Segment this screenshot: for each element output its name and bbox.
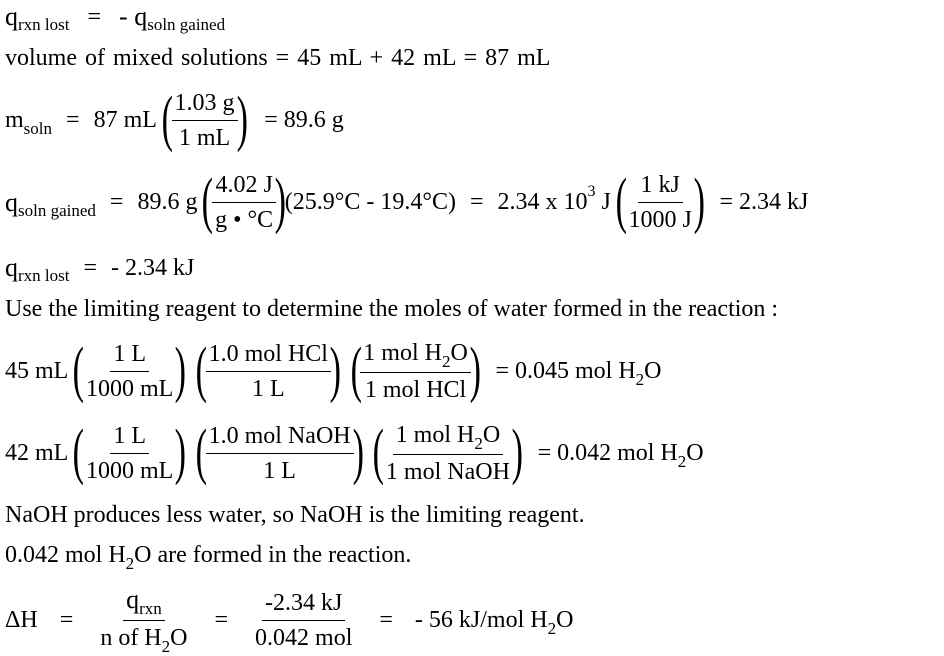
denominator-text-o: O — [170, 625, 188, 651]
left-paren: ( — [72, 417, 85, 486]
right-paren: ) — [352, 417, 364, 486]
numerator-text: 1 mol H — [363, 340, 442, 366]
heat-result: = 2.34 kJ — [719, 189, 809, 215]
subscript-rxn: rxn — [139, 599, 162, 618]
kj-conversion-fraction — [626, 170, 695, 235]
left-paren: ( — [195, 417, 207, 486]
denominator: 1 mol NaOH — [385, 459, 510, 485]
result-text-o: O — [686, 440, 704, 466]
numerator: 1 L — [110, 421, 149, 454]
result-text: = 0.042 mol H — [537, 440, 678, 466]
result-text-o: O — [644, 358, 662, 384]
subscript-soln-gained: soln gained — [147, 15, 226, 34]
temperature-change: (25.9°C - 19.4°C) — [284, 189, 456, 215]
subscript-2: 2 — [125, 554, 135, 573]
right-paren: ) — [236, 84, 248, 153]
denominator: 1 L — [263, 458, 296, 484]
moles-hcl-result — [495, 358, 662, 389]
equals-sign: = — [214, 606, 229, 633]
numerator-text-o: O — [450, 340, 468, 366]
eq-heat-balance — [5, 2, 225, 32]
subscript-2: 2 — [474, 434, 483, 453]
heat-lost-value: - 2.34 kJ — [111, 254, 195, 281]
conclusion-text: NaOH produces less water, so NaOH is the limiting reagent. — [5, 502, 585, 528]
denominator: 1 L — [251, 376, 285, 402]
numerator — [360, 338, 471, 373]
left-paren: ( — [72, 335, 85, 404]
result-text: - 56 kJ/mol H — [414, 606, 548, 633]
equals-sign: = — [109, 189, 124, 215]
denominator: 1000 mL — [85, 458, 174, 484]
mass-value: 89.6 g — [137, 189, 198, 215]
unit-joule: J — [601, 189, 611, 215]
numerator: 1.03 g — [172, 88, 238, 121]
denominator — [97, 621, 190, 655]
q-symbol: q — [5, 187, 18, 217]
right-paren: ) — [469, 335, 481, 404]
subscript-rxn-lost: rxn lost — [18, 266, 70, 285]
liter-conversion-fraction — [83, 339, 176, 404]
eq-mass-solution — [5, 84, 344, 153]
denominator: 1000 J — [628, 207, 692, 233]
subscript-rxn-lost: rxn lost — [18, 15, 70, 34]
denominator: 1 mol HCl — [364, 377, 467, 403]
equals-sign: = — [83, 254, 98, 281]
numerator: 1.0 mol HCl — [206, 339, 331, 372]
equals-sign: = — [66, 107, 80, 133]
equals-sign: = — [379, 606, 393, 633]
right-paren: ) — [274, 166, 287, 235]
mass-result: = 89.6 g — [264, 107, 344, 133]
right-paren: ) — [174, 417, 187, 486]
enthalpy-value-fraction — [252, 588, 355, 653]
numerator: -2.34 kJ — [262, 588, 345, 621]
left-paren: ( — [372, 417, 385, 486]
denominator: g • °C — [215, 207, 274, 233]
moles-water-statement — [5, 542, 412, 573]
left-paren: ( — [161, 84, 173, 153]
eq-moles-hcl — [5, 335, 662, 405]
result-text-o: O — [556, 606, 574, 633]
volume-hcl: 45 mL — [5, 358, 69, 384]
result-text: = 0.045 mol H — [495, 358, 636, 384]
numerator: 1.0 mol NaOH — [206, 421, 354, 454]
heat-value: 2.34 x 10 — [497, 189, 588, 215]
delta-h-symbol: ΔH — [5, 606, 38, 633]
right-paren: ) — [329, 335, 341, 404]
right-paren: ) — [174, 335, 187, 404]
numerator-text: 1 mol H — [395, 422, 475, 448]
density-fraction — [172, 88, 238, 153]
eq-moles-naoh — [5, 417, 704, 487]
q-over-n-fraction — [97, 585, 190, 655]
mole-ratio-fraction — [360, 338, 471, 405]
liter-conversion-fraction — [83, 421, 176, 486]
specific-heat-fraction — [212, 170, 276, 235]
eq-enthalpy — [5, 585, 573, 655]
moles-naoh-result — [537, 440, 704, 471]
denominator: 0.042 mol — [255, 624, 353, 651]
subscript-2: 2 — [635, 370, 645, 389]
subscript-soln-gained: soln gained — [18, 200, 96, 220]
denominator: 1000 mL — [85, 376, 174, 402]
subscript-2: 2 — [677, 452, 687, 471]
left-paren: ( — [615, 166, 627, 235]
q-symbol: q — [126, 585, 140, 614]
denominator: 1 mL — [178, 125, 231, 151]
m-symbol: m — [5, 107, 24, 133]
numerator: 1 kJ — [638, 170, 683, 203]
instruction-text: Use the limiting reagent to determine the moles of water formed in the reaction : — [5, 296, 779, 322]
eq-volume: volume of mixed solutions = 45 mL + 42 mL = 87 mL — [5, 45, 551, 71]
numerator — [123, 585, 165, 621]
equals-sign: = — [469, 189, 484, 215]
eq-heat-lost — [5, 253, 194, 283]
subscript-soln: soln — [23, 118, 53, 138]
q-symbol: q — [5, 2, 18, 31]
exponent: 3 — [587, 182, 596, 200]
numerator — [393, 420, 504, 455]
molarity-fraction — [206, 421, 354, 486]
right-paren: ) — [511, 417, 523, 486]
volume-value: 87 mL — [93, 107, 157, 133]
molarity-fraction — [206, 339, 331, 404]
left-paren: ( — [350, 335, 362, 404]
enthalpy-result — [414, 606, 574, 638]
subscript-2: 2 — [547, 618, 557, 638]
mole-ratio-fraction — [383, 420, 513, 487]
subscript-2: 2 — [161, 637, 171, 656]
statement-text-end: O are formed in the reaction. — [134, 542, 412, 568]
eq-heat-gained — [5, 166, 809, 235]
q-symbol: q — [5, 253, 18, 282]
neg-q-symbol: - q — [119, 2, 148, 31]
numerator: 4.02 J — [212, 170, 275, 203]
statement-text: 0.042 mol H — [5, 542, 126, 568]
numerator: 1 L — [110, 339, 149, 372]
numerator-text-o: O — [482, 422, 501, 448]
equals-sign: = — [59, 606, 74, 633]
left-paren: ( — [202, 166, 214, 235]
subscript-2: 2 — [441, 352, 451, 371]
left-paren: ( — [195, 335, 207, 404]
equals-sign: = — [87, 3, 102, 30]
right-paren: ) — [693, 166, 705, 235]
volume-naoh: 42 mL — [5, 440, 69, 466]
denominator-text: n of H — [100, 625, 162, 651]
